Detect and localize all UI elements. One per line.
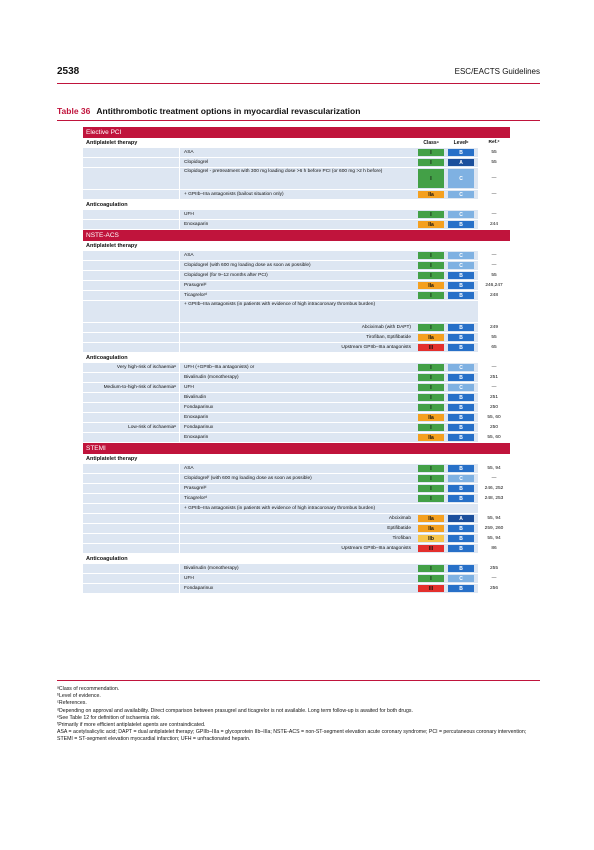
class-badge: I xyxy=(418,424,444,431)
level-badge: C xyxy=(448,211,474,218)
risk-label xyxy=(83,413,180,422)
class-badge: III xyxy=(418,585,444,592)
risk-label xyxy=(83,291,180,300)
reference-cell: 55 xyxy=(478,148,510,157)
class-badge: I xyxy=(418,262,444,269)
class-badge: IIa xyxy=(418,434,444,441)
reference-cell: 251 xyxy=(478,373,510,382)
risk-label xyxy=(83,373,180,382)
footnote: ᵃClass of recommendation. xyxy=(57,686,120,692)
table-row xyxy=(83,413,510,423)
level-badge: C xyxy=(448,252,474,259)
table-row xyxy=(83,403,510,413)
footnote-rule xyxy=(57,680,540,681)
class-badge: IIa xyxy=(418,334,444,341)
reference-cell: 256 xyxy=(478,584,510,593)
reference-cell: 86 xyxy=(478,544,510,553)
treatment-description: ASA xyxy=(184,466,194,471)
reference-cell: — xyxy=(478,574,510,583)
table-row xyxy=(83,534,510,544)
level-badge: B xyxy=(448,272,474,279)
level-badge: C xyxy=(448,575,474,582)
treatment-description: UFH xyxy=(184,212,194,217)
treatment-description: Tirofiban, Eptifibatide xyxy=(366,335,411,340)
risk-label xyxy=(83,433,180,442)
reference-cell: — xyxy=(478,168,510,189)
risk-label xyxy=(83,534,180,543)
page-header xyxy=(57,66,540,80)
class-badge: I xyxy=(418,465,444,472)
group-row xyxy=(83,138,510,148)
table-row xyxy=(83,464,510,474)
footnote: ASA = acetylsalicylic acid; DAPT = dual antiplatelet therapy; GPIIb–IIIa = glycoprotein IIb–IIIa; NSTE-ACS = non-ST-segment elevation acute coronary syndrome; PCI = percutaneous coronary intervention; STEMI = ST-segment elevation myocardial infarction; UFH = unfractionated heparin. xyxy=(57,729,527,743)
level-badge: B xyxy=(448,282,474,289)
risk-label xyxy=(83,564,180,573)
class-badge: I xyxy=(418,485,444,492)
treatment-description: Bivalirudin (monotherapy) xyxy=(184,375,239,380)
risk-label xyxy=(83,323,180,332)
risk-label xyxy=(83,158,180,167)
reference-cell: 55, 94 xyxy=(478,514,510,523)
column-header-ref: Ref.ᶜ xyxy=(478,138,510,147)
level-badge: B xyxy=(448,404,474,411)
reference-cell: — xyxy=(478,261,510,270)
level-badge: B xyxy=(448,149,474,156)
footnote: ᶜReferences. xyxy=(57,700,87,707)
class-badge: I xyxy=(418,374,444,381)
level-badge: B xyxy=(448,535,474,542)
reference-cell: 55 xyxy=(478,158,510,167)
reference-cell: 55, 94 xyxy=(478,534,510,543)
table-row xyxy=(83,504,510,514)
reference-cell: 65 xyxy=(478,343,510,352)
class-badge: I xyxy=(418,565,444,572)
reference-cell: — xyxy=(478,363,510,372)
level-badge: C xyxy=(448,475,474,482)
treatment-description: + GPIIb–IIIa antagonists (in patients with evidence of high intracoronary thrombus burden) xyxy=(184,302,376,307)
class-badge: IIb xyxy=(418,535,444,542)
risk-label xyxy=(83,190,180,199)
group-row xyxy=(83,353,510,363)
treatment-description: UFH xyxy=(184,385,194,390)
class-badge: IIa xyxy=(418,282,444,289)
group-row xyxy=(83,200,510,210)
section-header: NSTE-ACS xyxy=(83,230,510,241)
treatment-description: Clopidogrelᶠ (with 600 mg loading dose as soon as possible) xyxy=(184,476,312,481)
level-badge: C xyxy=(448,169,474,188)
risk-label xyxy=(83,403,180,412)
reference-cell: 246, 252 xyxy=(478,484,510,493)
risk-label xyxy=(83,343,180,352)
class-badge: I xyxy=(418,324,444,331)
class-badge: I xyxy=(418,364,444,371)
treatment-description: Clopidogrel (with 600 mg loading dose as soon as possible) xyxy=(184,263,311,268)
risk-label xyxy=(83,484,180,493)
level-badge: B xyxy=(448,545,474,552)
treatment-description: Prasugrelᵈ xyxy=(184,283,207,288)
header-rule xyxy=(57,83,540,84)
treatment-description: Upstream GPIIb–IIIa antagonists xyxy=(341,546,411,551)
level-badge: B xyxy=(448,292,474,299)
treatment-description: Fondaparinux xyxy=(184,586,214,591)
treatment-description: UFH xyxy=(184,576,194,581)
risk-label xyxy=(83,148,180,157)
risk-label xyxy=(83,504,180,513)
treatment-description: Upstream GPIIb–IIIa antagonists xyxy=(341,345,411,350)
reference-cell: 55, 60 xyxy=(478,413,510,422)
footnote: ᵈDepending on approval and availability. Direct comparison between prasugrel and ticagrelor is not available. Long term follow-up is awaited for both drugs. xyxy=(57,707,413,714)
group-title: Anticoagulation xyxy=(86,355,128,361)
group-title: Antiplatelet therapy xyxy=(86,243,138,249)
treatment-description: Enoxaparin xyxy=(184,435,209,440)
class-badge: I xyxy=(418,404,444,411)
treatment-description: Ticagrelorᵈ xyxy=(184,496,207,501)
section-header: STEMI xyxy=(83,443,510,454)
class-badge: IIa xyxy=(418,525,444,532)
table-title xyxy=(57,106,360,116)
treatment-description: Bivalirudin xyxy=(184,395,207,400)
footnotes xyxy=(57,686,537,744)
reference-cell: 244 xyxy=(478,220,510,229)
table-row xyxy=(83,363,510,373)
column-header-class: Classᵃ xyxy=(418,139,444,146)
risk-label xyxy=(83,574,180,583)
class-badge: III xyxy=(418,344,444,351)
group-title: Antiplatelet therapy xyxy=(86,456,138,462)
class-badge: I xyxy=(418,575,444,582)
table-title-text: Antithrombotic treatment options in myocardial revascularization xyxy=(96,106,361,116)
table-row xyxy=(83,524,510,534)
level-badge: A xyxy=(448,515,474,522)
risk-label xyxy=(83,271,180,280)
level-badge: C xyxy=(448,191,474,198)
level-badge: B xyxy=(448,465,474,472)
table-row xyxy=(83,333,510,343)
table-row xyxy=(83,323,510,333)
treatment-description: Prasugrelᵈ xyxy=(184,486,207,491)
level-badge: B xyxy=(448,334,474,341)
treatment-description: ASA xyxy=(184,150,194,155)
risk-label: Very high-risk of ischaemiaᵉ xyxy=(83,363,180,372)
risk-label xyxy=(83,524,180,533)
reference-cell: 246,247 xyxy=(478,281,510,290)
class-badge: I xyxy=(418,394,444,401)
table-row xyxy=(83,544,510,554)
reference-cell: 259, 260 xyxy=(478,524,510,533)
level-badge: B xyxy=(448,565,474,572)
table-row xyxy=(83,343,510,353)
risk-label xyxy=(83,393,180,402)
treatment-description: Abciximab xyxy=(388,516,411,521)
class-badge: I xyxy=(418,252,444,259)
table-row xyxy=(83,373,510,383)
level-badge: B xyxy=(448,525,474,532)
footnote: ᶠPrimarily if more efficient antiplatelet agents are contraindicated. xyxy=(57,722,206,729)
level-badge: B xyxy=(448,394,474,401)
table-row xyxy=(83,158,510,168)
reference-cell: — xyxy=(478,210,510,219)
table-row xyxy=(83,474,510,484)
page-number: 2538 xyxy=(57,66,80,77)
treatment-description: Fondaparinux xyxy=(184,425,214,430)
class-badge: IIa xyxy=(418,515,444,522)
level-badge: A xyxy=(448,159,474,166)
class-badge: IIa xyxy=(418,221,444,228)
group-title: Anticoagulation xyxy=(86,202,128,208)
class-badge: IIa xyxy=(418,414,444,421)
reference-cell: 250 xyxy=(478,423,510,432)
group-row xyxy=(83,241,510,251)
journal-name: ESC/EACTS Guidelines xyxy=(454,67,540,76)
reference-cell: 55, 60 xyxy=(478,433,510,442)
level-badge: C xyxy=(448,262,474,269)
reference-cell: 249 xyxy=(478,323,510,332)
table-row xyxy=(83,574,510,584)
treatment-description: Bivalirudin (monotherapy) xyxy=(184,566,239,571)
risk-label xyxy=(83,301,180,322)
group-title: Anticoagulation xyxy=(86,556,128,562)
risk-label xyxy=(83,584,180,593)
class-badge: I xyxy=(418,272,444,279)
class-badge: I xyxy=(418,475,444,482)
table-row xyxy=(83,148,510,158)
footnote: ᵇLevel of evidence. xyxy=(57,693,101,700)
treatment-description: Enoxaparin xyxy=(184,415,209,420)
level-badge: B xyxy=(448,344,474,351)
level-badge: B xyxy=(448,495,474,502)
risk-label xyxy=(83,544,180,553)
risk-label xyxy=(83,220,180,229)
risk-label: Medium-to-high-risk of ischaemiaᵉ xyxy=(83,383,180,392)
table-row xyxy=(83,220,510,230)
table-row xyxy=(83,383,510,393)
treatment-description: UFH (+GPIIb–IIIa antagonists) or xyxy=(184,365,255,370)
table-row xyxy=(83,251,510,261)
footnote: ᵉSee Table 12 for definition of ischaemia risk. xyxy=(57,714,161,721)
risk-label xyxy=(83,494,180,503)
risk-label xyxy=(83,210,180,219)
treatment-description: Clopidogrel (for 9–12 months after PCI) xyxy=(184,273,268,278)
table-row xyxy=(83,281,510,291)
treatment-description: Clopidogrel xyxy=(184,160,209,165)
risk-label xyxy=(83,474,180,483)
risk-label xyxy=(83,333,180,342)
level-badge: B xyxy=(448,414,474,421)
reference-cell: — xyxy=(478,251,510,260)
level-badge: C xyxy=(448,384,474,391)
risk-label xyxy=(83,168,180,189)
table-row xyxy=(83,271,510,281)
reference-cell xyxy=(478,301,510,322)
table-row xyxy=(83,494,510,504)
table-label: Table 36 xyxy=(57,106,91,116)
treatment-description: Enoxaparin xyxy=(184,222,209,227)
class-badge: I xyxy=(418,211,444,218)
table-row xyxy=(83,190,510,200)
level-badge: B xyxy=(448,424,474,431)
level-badge: B xyxy=(448,374,474,381)
table-row xyxy=(83,514,510,524)
treatment-description: Abciximab (with DAPT) xyxy=(361,325,411,330)
group-row xyxy=(83,554,510,564)
class-badge: I xyxy=(418,292,444,299)
treatment-description: Tirofiban xyxy=(392,536,411,541)
table-row xyxy=(83,433,510,443)
reference-cell: 55 xyxy=(478,333,510,342)
treatment-description: Clopidogrel - pretreatment with 300 mg loading dose >6 h before PCI (or 600 mg >2 h before) xyxy=(184,169,383,174)
table-row xyxy=(83,584,510,594)
reference-cell: 55, 94 xyxy=(478,464,510,473)
risk-label xyxy=(83,251,180,260)
table-row xyxy=(83,291,510,301)
recommendation-table xyxy=(83,127,510,594)
title-rule xyxy=(57,120,540,121)
table-row xyxy=(83,564,510,574)
reference-cell: — xyxy=(478,474,510,483)
treatment-description: Ticagrelorᵈ xyxy=(184,293,207,298)
table-row xyxy=(83,301,510,323)
risk-label: Low-risk of ischaemiaᵉ xyxy=(83,423,180,432)
reference-cell xyxy=(478,504,510,513)
class-badge: I xyxy=(418,384,444,391)
class-badge: III xyxy=(418,545,444,552)
column-header-level: Levelᵇ xyxy=(448,139,474,146)
reference-cell: 248, 253 xyxy=(478,494,510,503)
table-row xyxy=(83,393,510,403)
reference-cell: 55 xyxy=(478,271,510,280)
table-row xyxy=(83,261,510,271)
level-badge: B xyxy=(448,324,474,331)
reference-cell: 251 xyxy=(478,393,510,402)
treatment-description: ASA xyxy=(184,253,194,258)
treatment-description: Fondaparinux xyxy=(184,405,214,410)
level-badge: B xyxy=(448,221,474,228)
risk-label xyxy=(83,281,180,290)
risk-label xyxy=(83,514,180,523)
table-row xyxy=(83,484,510,494)
class-badge: I xyxy=(418,169,444,188)
group-title: Antiplatelet therapy xyxy=(86,140,138,146)
class-badge: I xyxy=(418,495,444,502)
treatment-description: + GPIIb–IIIa antagonists (bailout situation only) xyxy=(184,192,284,197)
level-badge: B xyxy=(448,434,474,441)
table-row xyxy=(83,168,510,190)
risk-label xyxy=(83,261,180,270)
reference-cell: — xyxy=(478,190,510,199)
reference-cell: 248 xyxy=(478,291,510,300)
class-badge: I xyxy=(418,159,444,166)
treatment-description: + GPIIb–IIIa antagonists (in patients with evidence of high intracoronary thrombus burden) xyxy=(184,506,376,511)
group-row xyxy=(83,454,510,464)
risk-label xyxy=(83,464,180,473)
level-badge: B xyxy=(448,485,474,492)
section-header: Elective PCI xyxy=(83,127,510,138)
reference-cell: 250 xyxy=(478,403,510,412)
table-row xyxy=(83,423,510,433)
reference-cell: 255 xyxy=(478,564,510,573)
reference-cell: — xyxy=(478,383,510,392)
treatment-description: Eptifibatide xyxy=(387,526,411,531)
class-badge: IIa xyxy=(418,191,444,198)
level-badge: C xyxy=(448,364,474,371)
table-row xyxy=(83,210,510,220)
class-badge: I xyxy=(418,149,444,156)
level-badge: B xyxy=(448,585,474,592)
